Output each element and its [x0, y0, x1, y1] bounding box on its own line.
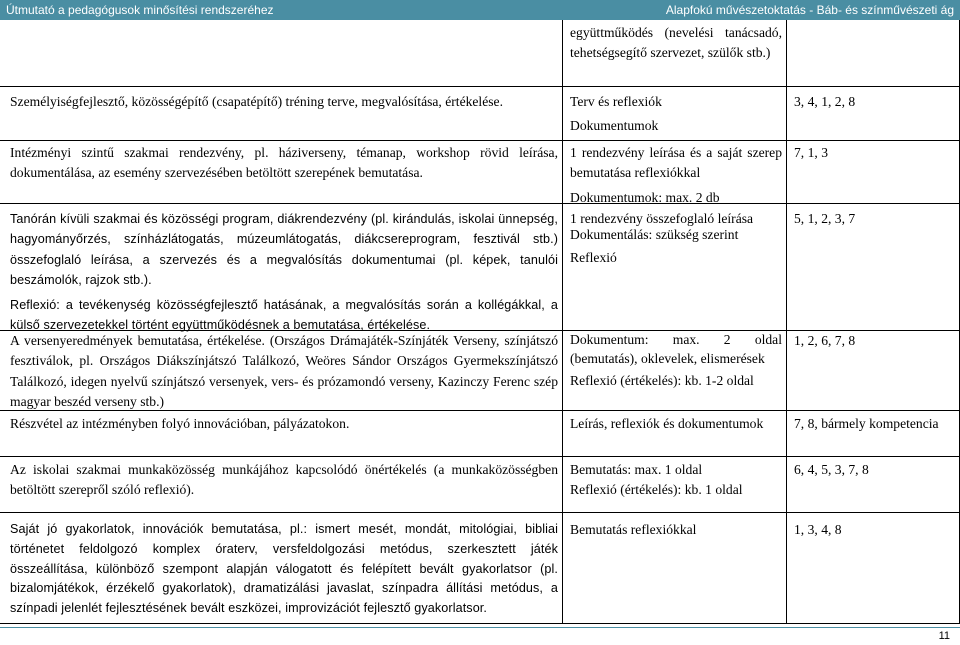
task-cell: Saját jó gyakorlatok, innovációk bemutatása, pl.: ismert mesét, mondát, mitológiai, bibliai történetet feldolgozó komplex óraterv, versfeldolgozási metódus, szerkesztett játék összeállítása, különböző szempont alapján válogatott és felépített bevált gyakorlatsor (pl. bizalomjátékok, érzékelő gyakorlatok), dramatizálási javaslat, színpadra állítási metódus, a színpadi jelenlét fejlesztésének bevált eszközei, improvizációt fejlesztő gyakorlatsor.	[10, 522, 558, 616]
format-cell: 1 rendezvény összefoglaló leírása Dokumentálás: szükség szerint Reflexió	[570, 211, 754, 265]
table-row	[0, 512, 960, 624]
competency-cell: 1, 2, 6, 7, 8	[794, 333, 856, 348]
competency-cell: 7, 1, 3	[794, 145, 828, 160]
table-row	[0, 410, 960, 456]
task-cell: Intézményi szintű szakmai rendezvény, pl. háziverseny, témanap, workshop rövid leírása, dokumentálása, az esemény szervezésében betöltött szerepének bemutatása.	[10, 145, 558, 181]
format-cell: együttműködés (nevelési tanácsadó, tehetségsegítő szervezet, szülők stb.)	[570, 25, 782, 60]
footer-divider	[0, 627, 960, 628]
format-cell: Bemutatás reflexiókkal	[570, 522, 697, 537]
header-left-title: Útmutató a pedagógusok minősítési rendszeréhez	[6, 3, 274, 17]
competency-cell: 1, 3, 4, 8	[794, 522, 842, 537]
competency-cell: 5, 1, 2, 3, 7	[794, 211, 856, 226]
task-cell: A versenyeredmények bemutatása, értékelése. (Országos Drámajáték-Színjáték Verseny, színjátszó fesztiválok, pl. Országos Diákszínjátszó Találkozó, Weöres Sándor Országos Gyermekszínjátszó Találkozó, idegen nyelvű színjátszó versenyek, vers- és prózamondó verseny, Kazinczy Ferenc szép magyar beszéd verseny stb.)	[10, 333, 558, 410]
page-number: 11	[938, 630, 950, 642]
competency-cell: 6, 4, 5, 3, 7, 8	[794, 462, 869, 477]
format-cell: Terv és reflexiók Dokumentumok	[570, 94, 662, 134]
task-cell: Az iskolai szakmai munkaközösség munkájához kapcsolódó önértékelés (a munkaközösségben betöltött szerepről szóló reflexió).	[10, 462, 558, 498]
task-cell: Részvétel az intézményben folyó innovációban, pályázatokon.	[10, 416, 350, 431]
competency-cell: 3, 4, 1, 2, 8	[794, 94, 856, 109]
table-row	[0, 20, 960, 86]
format-cell: Leírás, reflexiók és dokumentumok	[570, 416, 764, 431]
format-cell: 1 rendezvény leírása és a saját szerep bemutatása reflexiókkal Dokumentumok: max. 2 db	[570, 145, 782, 205]
header-right-title: Alapfokú művészetoktatás - Báb- és színművészeti ág	[665, 3, 954, 17]
table-row	[0, 86, 960, 140]
competency-cell: 7, 8, bármely kompetencia	[794, 416, 939, 431]
format-cell: Bemutatás: max. 1 oldal Reflexió (értékelés): kb. 1 oldal	[570, 462, 743, 498]
task-cell: Személyiségfejlesztő, közösségépítő (csapatépítő) tréning terve, megvalósítása, értékelése.	[10, 94, 503, 109]
table-row	[0, 330, 960, 410]
table-row	[0, 203, 960, 333]
format-cell: Dokumentum: max. 2 oldal (bemutatás), oklevelek, elismerések Reflexió (értékelés): kb. 1-2 oldal	[570, 332, 782, 388]
table-row	[0, 456, 960, 512]
task-cell: Tanórán kívüli szakmai és közösségi program, diákrendezvény (pl. kirándulás, iskolai ünnepség, hagyományőrzés, színházlátogatás, múzeumlátogatás, diákcsereprogram, fesztivál stb.) összefoglaló leírása, a szervezés és a megvalósítás dokumentumai (pl. képek, tanulói beszámolók, rajzok stb.). Reflexió: a tevékenység közösségfejlesztő hatásának, a megvalósítás során a kollégákkal, a külső szervezetekkel történt együttműködésnek a bemutatása, értékelése.	[10, 212, 558, 333]
page-header	[0, 0, 960, 20]
table-row	[0, 140, 960, 203]
